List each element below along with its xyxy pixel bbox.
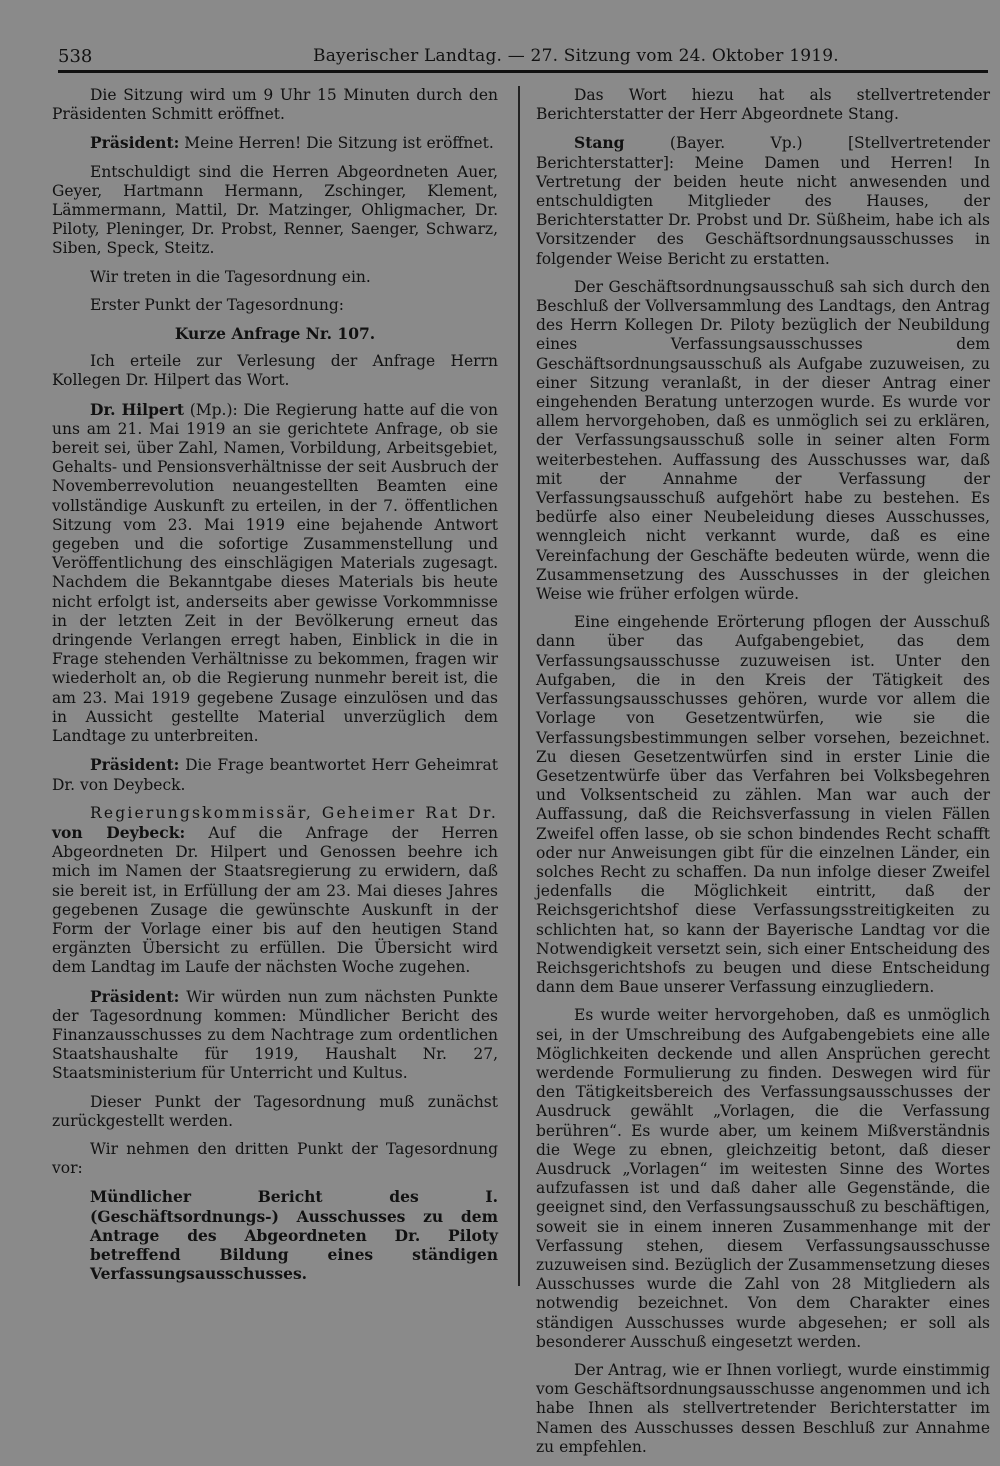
paragraph [52,133,498,153]
speech-text: (Bayer. Vp.) [Stellvertretender Berichterstatter]: Meine Damen und Herren! In Vertretung der beiden heute nicht anwesenden und entschuldigten Mitglieder des Hauses, der Berichterstatter Dr. Probst und Dr. Süßheim, habe ich als Vorsitzender des Geschäftsordnungsausschusses in folgender Weise Bericht zu erstatten. [536,134,990,268]
speaker-name: Präsident: [90,133,180,153]
paragraph [52,755,498,794]
speech-text: Auf die Anfrage der Herren Abgeordneten Dr. Hilpert und Genossen beehre ich mich im Namen der Staatsregierung zu erwidern, daß sie bereit ist, in Erfüllung der am 23. Mai dieses Jahres gegebenen Zusage die gewünschte Auskunft in der Form der Vorlage einer bis auf den heutigen Stand ergänzten Übersicht zu erfüllen. Die Übersicht wird dem Landtag im Laufe der nächsten Woche zugehen. [52,823,498,977]
right-column [536,86,990,1466]
speaker-name: Präsident: [90,986,180,1006]
paragraph: Die Sitzung wird um 9 Uhr 15 Minuten durch den Präsidenten Schmitt eröffnet. [52,86,498,124]
speaker-name: Dr. Hilpert [90,399,185,419]
speech-text: Die Frage beantwortet Herr Geheimrat Dr. von Deybeck. [52,756,498,794]
paragraph [52,804,498,978]
running-title: Bayerischer Landtag. — 27. Sitzung vom 24. Oktober 1919. [313,46,839,66]
speaker-name: Präsident: [90,755,180,775]
speech-text: (Mp.): Die Regierung hatte auf die von uns am 21. Mai 1919 an sie gerichtete Anfrage, ob sie bereit sei, über Zahl, Namen, Vorbildung, Arbeitsgebiet, Gehalts- und Pensionsverhältnisse der seit Ausbruch der Novemberrevolution neuangestellten Beamten eine vollständige Auskunft zu erteilen, in der 7. öffentlichen Sitzung vom 23. Mai 1919 eine bejahende Antwort gegeben und die sofortige Zusammenstellung und Veröffentlichung des einschlägigen Materials zugesagt. Nachdem die Bekanntgabe dieses Materials bis heute nicht erfolgt ist, anderseits aber gewisse Vorkommnisse in der letzten Zeit in der Bevölkerung erneut das dringende Verlangen erregt haben, Einblick in die in Frage stehenden Verhältnisse zu bekommen, fragen wir wiederholt an, ob die Regierung nunmehr bereit ist, die am 23. Mai 1919 gegebene Zusage einzulösen und das in Aussicht gestellte Material unverzüglich dem Landtage zu unterbreiten. [52,400,498,746]
paragraph [52,987,498,1084]
left-column [52,86,498,1292]
section-heading: Kurze Anfrage Nr. 107. [174,324,376,344]
speech-text: Wir würden nun zum nächsten Punkte der Tagesordnung kommen: Mündlicher Bericht des Finanzausschusses zu dem Nachtrage zum ordentlichen Staatshaushalte für 1919, Haushalt Nr. 27, Staatsministerium für Unterricht und Kultus. [52,987,498,1083]
paragraph: Erster Punkt der Tagesordnung: [90,295,344,314]
speech-text: Meine Herren! Die Sitzung ist eröffnet. [179,134,494,153]
paragraph: Ich erteile zur Verlesung der Anfrage Herrn Kollegen Dr. Hilpert das Wort. [52,352,498,390]
paragraph: Dieser Punkt der Tagesordnung muß zunächst zurückgestellt werden. [52,1092,498,1130]
paragraph: Wir treten in die Tagesordnung ein. [90,267,371,286]
paragraph: Der Antrag, wie er Ihnen vorliegt, wurde einstimmig vom Geschäftsordnungsausschusse angenommen und ich habe Ihnen als stellvertretender Berichterstatter im Namen des Ausschusses dessen Beschluß zur Annahme zu empfehlen. [536,1361,990,1456]
paragraph: Entschuldigt sind die Herren Abgeordneten Auer, Geyer, Hartmann Hermann, Zschinger, Klement, Lämmermann, Mattil, Dr. Matzinger, Ohligmacher, Dr. Piloty, Pleninger, Dr. Probst, Renner, Saenger, Schwarz, Siben, Speck, Steitz. [52,162,498,258]
page-number: 538 [58,46,93,67]
paragraph: Eine eingehende Erörterung pflogen der Ausschuß dann über das Aufgabengebiet, das dem Verfassungsausschusse zuzuweisen ist. Unter den Aufgaben, die in den Kreis der Tätigkeit des Verfassungsausschusses gehören, wurde vor allem die Vorlage von Gesetzentwürfen, wie sie die Verfassungsbestimmungen selber vorsehen, bezeichnet. Zu diesen Gesetzentwürfen sind in erster Linie die Gesetzentwürfe über das Verfahren bei Volksbegehren und Volksentscheid zu zählen. Man war auch der Auffassung, daß die Reichsverfassung in vielen Fällen Zweifel offen lasse, ob sie schon bindendes Recht schafft oder nur Anweisungen gibt für die einzelnen Länder, ein solches Recht zu schaffen. Da nun infolge dieser Zweifel jedenfalls die Möglichkeit eintritt, daß der Reichsgerichtshof diese Verfassungsstreitigkeiten zu schlichten hat, so kann der Bayerische Landtag vor die Notwendigkeit versetzt sein, sich einer Entscheidung des Reichsgerichtshofs zu beugen und diese Entscheidung dann dem Baue unserer Verfassung einzugliedern. [536,613,990,997]
paragraph [536,133,990,268]
agenda-item-title: Mündlicher Bericht des I. (Geschäftsordnungs-) Ausschusses zu dem Antrage des Abgeordneten Dr. Piloty betreffend Bildung eines ständigen Verfassungsausschusses. [90,1187,498,1284]
paragraph: Es wurde weiter hervorgehoben, daß es unmöglich sei, in der Umschreibung des Aufgabengebiets eine alle Möglichkeiten deckende und allen Ansprüchen gerecht werdende Formulierung zu finden. Deswegen wird für den Tätigkeitsbereich des Verfassungsausschusses der Ausdruck gewählt „Vorlagen, die die Verfassung berühren“. Es wurde aber, um keinem Mißverständnis die Wege zu ebnen, gleichzeitig betont, daß dieser Ausdruck „Vorlagen“ im weitesten Sinne des Wortes aufzufassen ist und daß daher alle Gegenstände, die geeignet sind, den Verfassungsausschuß zu beschäftigen, soweit sie in einem inneren Zusammenhange mit der Verfassung stehen, diesem Verfassungsausschusse zuzuweisen sind. Bezüglich der Zusammensetzung dieses Ausschusses wurde die Zahl von 28 Mitgliedern als notwendig bezeichnet. Von dem Charakter eines ständigen Ausschusses wurde abgesehen; er soll als besonderer Ausschuß eingesetzt werden. [536,1006,990,1351]
paragraph: Das Wort hiezu hat als stellvertretender Berichterstatter der Herr Abgeordnete Stang. [536,86,990,124]
paragraph [52,400,498,747]
column-divider [518,86,520,1286]
speaker-role: Regierungskommissär, Geheimer Rat Dr. [90,803,498,822]
speaker-name: von Deybeck: [52,822,186,842]
speaker-name: Stang [574,133,625,153]
page-header [58,44,988,73]
paragraph: Wir nehmen den dritten Punkt der Tagesordnung vor: [52,1139,498,1178]
paragraph: Der Geschäftsordnungsausschuß sah sich durch den Beschluß der Vollversammlung des Landtags, den Antrag des Herrn Kollegen Dr. Piloty bezüglich der Neubildung eines Verfassungsausschusses dem Geschäftsordnungsausschuß als Aufgabe zuzuweisen, zu einer Sitzung veranlaßt, in der dieser Antrag einer eingehenden Beratung unterzogen wurde. Es wurde vor allem hervorgehoben, daß es unmöglich sei zu erklären, der Verfassungsausschuß solle in seiner alten Form weiterbestehen. Auffassung des Ausschusses war, daß mit der Annahme der Verfassung der Verfassungsausschuß aufgehört habe zu bestehen. Es bedürfe also einer Neubeleidung dieses Ausschusses, wenngleich nicht verkannt wurde, daß es eine Vereinfachung der Geschäfte bedeuten würde, wenn die Zusammensetzung des Ausschusses in der gleichen Weise wie früher erfolgen würde. [536,277,990,604]
